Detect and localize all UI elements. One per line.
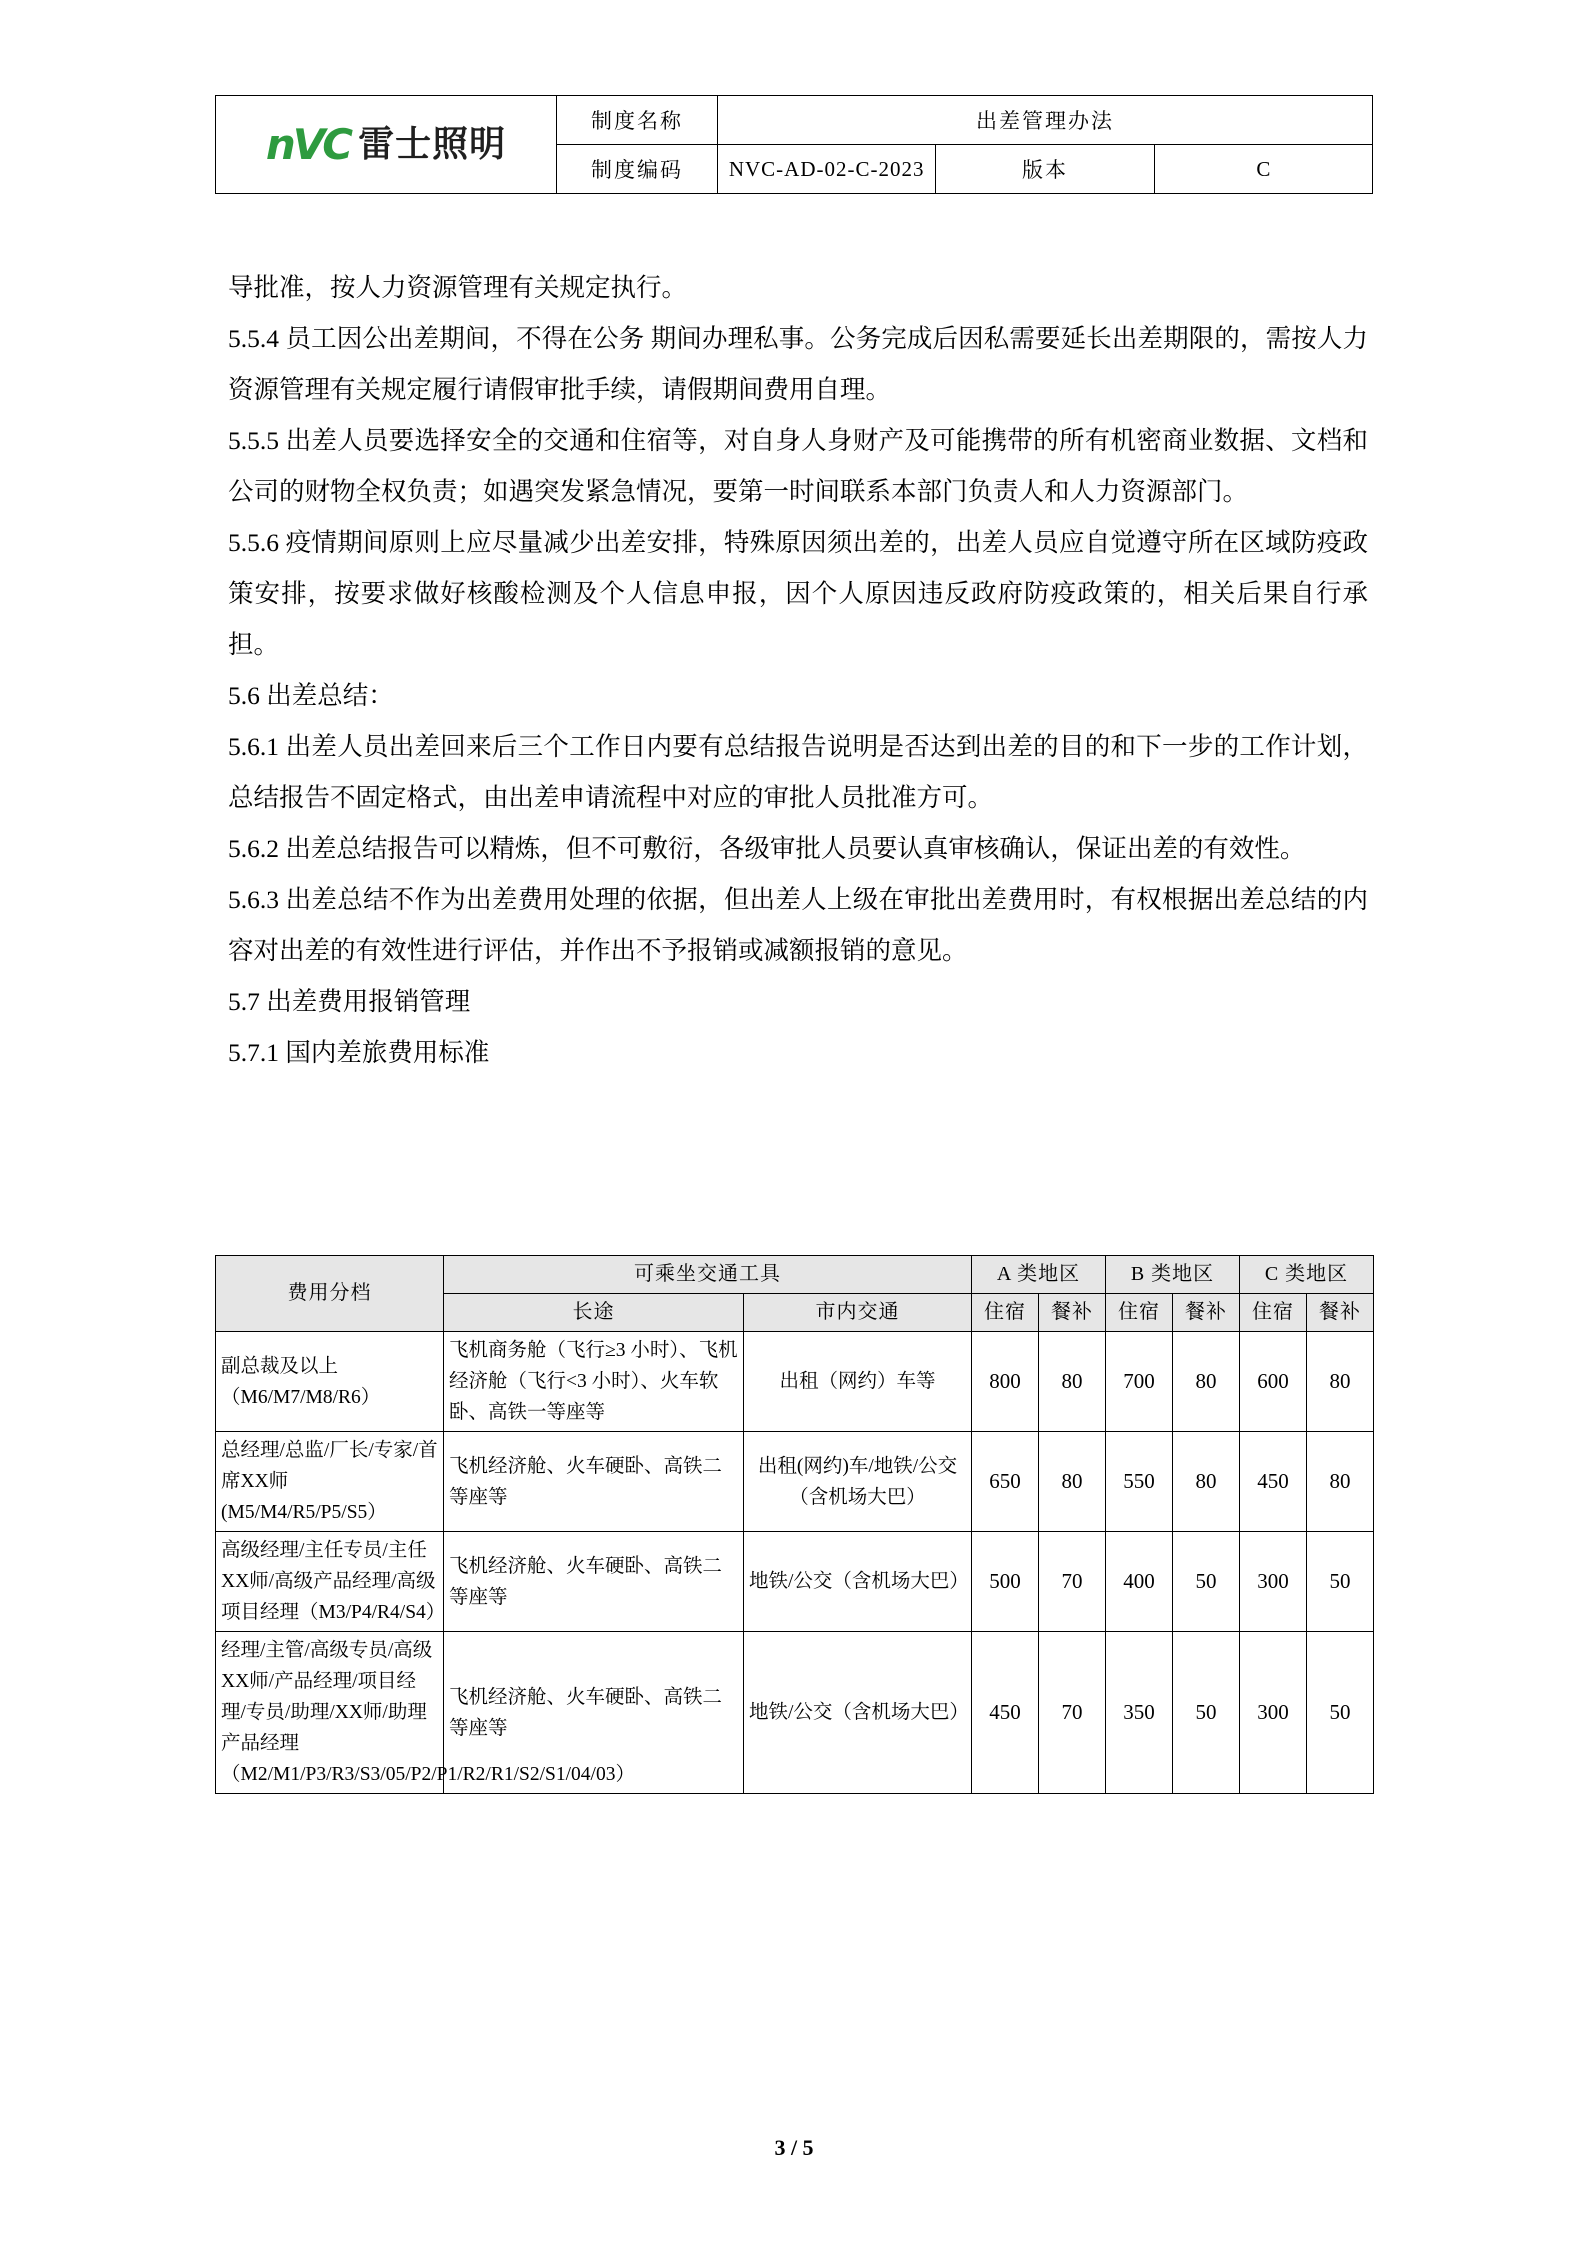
cell-category: 副总裁及以上（M6/M7/M8/R6）: [216, 1332, 444, 1432]
travel-allowance-table-wrap: [215, 1255, 1373, 1794]
policy-name-value: 出差管理办法: [718, 96, 1373, 145]
table-row: [216, 1432, 1374, 1532]
heading-5-6: 5.6 出差总结：: [228, 681, 394, 710]
cell-city-transport: 出租(网约)车/地铁/公交（含机场大巴）: [744, 1432, 972, 1532]
th-c-meal: 餐补: [1307, 1294, 1374, 1332]
th-long-distance: 长途: [444, 1294, 744, 1332]
table-row: [216, 1532, 1374, 1632]
cell-b-meal: 80: [1173, 1432, 1240, 1532]
version-label: 版本: [936, 145, 1154, 194]
cell-c-meal: 80: [1307, 1332, 1374, 1432]
cell-long-distance: 飞机经济舱、火车硬卧、高铁二等座等: [444, 1432, 744, 1532]
th-b-meal: 餐补: [1173, 1294, 1240, 1332]
cell-city-transport: 出租（网约）车等: [744, 1332, 972, 1432]
paragraph-5-5-5: 5.5.5 出差人员要选择安全的交通和住宿等，对自身人身财产及可能携带的所有机密商业数据、文档和公司的财物全权负责；如遇突发紧急情况，要第一时间联系本部门负责人和人力资源部门。: [228, 426, 1368, 506]
paragraph-5-5-4: 5.5.4 员工因公出差期间，不得在公务 期间办理私事。公务完成后因私需要延长出差期限的，需按人力资源管理有关规定履行请假审批手续，请假期间费用自理。: [228, 324, 1368, 404]
cell-city-transport: 地铁/公交（含机场大巴）: [744, 1632, 972, 1794]
cell-a-meal: 80: [1039, 1432, 1106, 1532]
table-row: [216, 1332, 1374, 1432]
th-a-lodging: 住宿: [972, 1294, 1039, 1332]
cell-b-lodging: 350: [1106, 1632, 1173, 1794]
cell-category: 高级经理/主任专员/主任XX师/高级产品经理/高级项目经理（M3/P4/R4/S4）: [216, 1532, 444, 1632]
cell-long-distance: 飞机经济舱、火车硬卧、高铁二等座等: [444, 1532, 744, 1632]
header-table: [215, 95, 1373, 194]
cell-c-lodging: 450: [1240, 1432, 1307, 1532]
cell-a-meal: 70: [1039, 1632, 1106, 1794]
th-area-a: A 类地区: [972, 1256, 1106, 1294]
nvc-logo-mark: nVC: [265, 119, 351, 169]
document-header: [215, 95, 1373, 194]
cell-b-lodging: 700: [1106, 1332, 1173, 1432]
cell-a-meal: 70: [1039, 1532, 1106, 1632]
cell-category: 总经理/总监/厂长/专家/首席XX师(M5/M4/R5/P5/S5）: [216, 1432, 444, 1532]
cell-a-lodging: 800: [972, 1332, 1039, 1432]
travel-allowance-table: [215, 1255, 1374, 1794]
heading-5-7: 5.7 出差费用报销管理: [228, 987, 471, 1016]
paragraph-5-5-6: 5.5.6 疫情期间原则上应尽量减少出差安排，特殊原因须出差的，出差人员应自觉遵守所在区域防疫政策安排，按要求做好核酸检测及个人信息申报，因个人原因违反政府防疫政策的，相关后果自行承担。: [228, 528, 1368, 659]
cell-a-meal: 80: [1039, 1332, 1106, 1432]
cell-a-lodging: 500: [972, 1532, 1039, 1632]
cell-c-lodging: 300: [1240, 1532, 1307, 1632]
cell-b-meal: 50: [1173, 1532, 1240, 1632]
nvc-logo-text: 雷士照明: [358, 123, 507, 165]
cell-c-lodging: 300: [1240, 1632, 1307, 1794]
th-a-meal: 餐补: [1039, 1294, 1106, 1332]
th-city-transport: 市内交通: [744, 1294, 972, 1332]
cell-long-distance: 飞机经济舱、火车硬卧、高铁二等座等: [444, 1632, 744, 1794]
cell-c-lodging: 600: [1240, 1332, 1307, 1432]
paragraph-5-6-2: 5.6.2 出差总结报告可以精炼，但不可敷衍，各级审批人员要认真审核确认，保证出差的有效性。: [228, 834, 1306, 863]
th-c-lodging: 住宿: [1240, 1294, 1307, 1332]
paragraph-5-6-1: 5.6.1 出差人员出差回来后三个工作日内要有总结报告说明是否达到出差的目的和下一步的工作计划，总结报告不固定格式，由出差申请流程中对应的审批人员批准方可。: [228, 732, 1368, 812]
document-body: [228, 262, 1368, 1078]
policy-code-value: NVC-AD-02-C-2023: [718, 145, 936, 194]
cell-c-meal: 50: [1307, 1632, 1374, 1794]
th-area-b: B 类地区: [1106, 1256, 1240, 1294]
cell-a-lodging: 450: [972, 1632, 1039, 1794]
table-header-row-1: [216, 1256, 1374, 1294]
cell-c-meal: 80: [1307, 1432, 1374, 1532]
th-category: 费用分档: [216, 1256, 444, 1332]
company-logo: [216, 96, 557, 194]
paragraph-5-6-3: 5.6.3 出差总结不作为出差费用处理的依据，但出差人上级在审批出差费用时，有权根据出差总结的内容对出差的有效性进行评估，并作出不予报销或减额报销的意见。: [228, 885, 1368, 965]
th-transport: 可乘坐交通工具: [444, 1256, 972, 1294]
cell-city-transport: 地铁/公交（含机场大巴）: [744, 1532, 972, 1632]
cell-b-meal: 50: [1173, 1632, 1240, 1794]
cell-b-meal: 80: [1173, 1332, 1240, 1432]
paragraph-continued: 导批准，按人力资源管理有关规定执行。: [228, 273, 688, 302]
cell-category: 经理/主管/高级专员/高级XX师/产品经理/项目经理/专员/助理/XX师/助理产品经理（M2/M1/P3/R3/S3/05/P2/P1/R2/R1/S2/S1/04/03）: [216, 1632, 444, 1794]
policy-name-label: 制度名称: [557, 96, 718, 145]
version-value: C: [1154, 145, 1372, 194]
cell-b-lodging: 550: [1106, 1432, 1173, 1532]
th-b-lodging: 住宿: [1106, 1294, 1173, 1332]
page-number: 3 / 5: [774, 2135, 814, 2160]
header-row-name: [216, 96, 1373, 145]
heading-5-7-1: 5.7.1 国内差旅费用标准: [228, 1038, 490, 1067]
cell-b-lodging: 400: [1106, 1532, 1173, 1632]
cell-long-distance: 飞机商务舱（飞行≥3 小时）、飞机经济舱（飞行<3 小时）、火车软卧、高铁一等座等: [444, 1332, 744, 1432]
policy-code-label: 制度编码: [557, 145, 718, 194]
th-area-c: C 类地区: [1240, 1256, 1374, 1294]
cell-a-lodging: 650: [972, 1432, 1039, 1532]
cell-c-meal: 50: [1307, 1532, 1374, 1632]
table-row: [216, 1632, 1374, 1794]
